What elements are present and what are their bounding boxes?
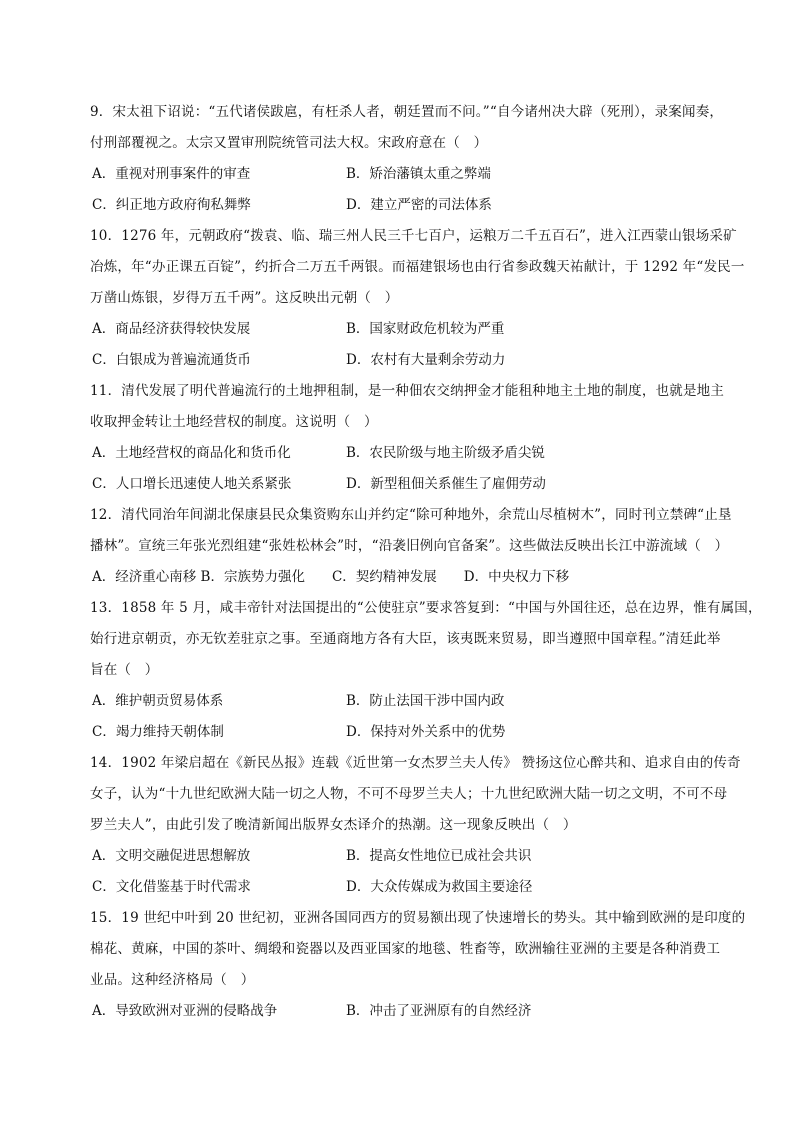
question-text: 收取押金转让土地经营权的制度。这说明（ ） — [90, 414, 378, 430]
option-d[interactable]: D．农村有大量剩余劳动力 — [346, 352, 506, 368]
question-text: 旨在（ ） — [90, 662, 159, 678]
question-15-options — [92, 996, 712, 1027]
question-text: 始行进京朝贡，亦无钦差驻京之事。至通商地方各有大臣，该夷既来贸易，即当遵照中国章程。”清廷此举 — [90, 631, 721, 647]
option-d[interactable]: D．新型租佃关系催生了雇佣劳动 — [346, 476, 546, 492]
question-text: 冶炼，年“办正课五百锭”，约折合二万五千两银。而福建银场也由行省参政魏天祐献计，于 1292 年“发民一 — [90, 259, 745, 275]
option-a[interactable]: A．土地经营权的商品化和货币化 — [92, 445, 291, 461]
question-12-options — [92, 562, 712, 593]
question-text: 女子，认为“十九世纪欧洲大陆一切之人物，不可不母罗兰夫人；十九世纪欧洲大陆一切之文明，不可不母 — [90, 786, 728, 802]
question-text: 罗兰夫人”，由此引发了晚清新闻出版界女杰译介的热潮。这一现象反映出（ ） — [90, 817, 577, 833]
option-b[interactable]: B．农民阶级与地主阶级矛盾尖锐 — [346, 445, 545, 461]
question-11-options — [92, 438, 712, 500]
question-text: 播林”。宣统三年张光烈组建“张姓松林会”时，“沿袭旧例向官备案”。这些做法反映出长江中游流域（ ） — [90, 538, 729, 554]
question-10 — [90, 221, 745, 314]
question-text: 9．宋太祖下诏说：“五代诸侯跋扈，有枉杀人者，朝廷置而不问。”“自今诸州决大辟（死刑），录案闻奏， — [90, 104, 724, 120]
question-14-options — [92, 841, 712, 903]
option-c[interactable]: C．纠正地方政府徇私舞弊 — [92, 197, 251, 213]
question-text: 13．1858 年 5 月，咸丰帝针对法国提出的“公使驻京”要求答复到：“中国与外国往还，总在边界，惟有属国， — [90, 600, 762, 616]
option-a[interactable]: A．导致欧洲对亚洲的侵略战争 — [92, 1003, 278, 1019]
question-12 — [90, 500, 732, 562]
question-text: 10．1276 年，元朝政府“拨袁、临、瑞三州人民三千七百户，运粮万二千五百石”，进入江西蒙山银场采矿 — [90, 228, 737, 244]
question-13-options — [92, 686, 712, 748]
option-b[interactable]: B．提高女性地位已成社会共识 — [346, 848, 532, 864]
option-a[interactable]: A．商品经济获得较快发展 — [92, 321, 251, 337]
option-c[interactable]: C．人口增长迅速使人地关系紧张 — [92, 476, 292, 492]
question-14 — [90, 748, 741, 841]
option-b[interactable]: B．防止法国干涉中国内政 — [346, 693, 505, 709]
question-text: 15．19 世纪中叶到 20 世纪初，亚洲各国同西方的贸易额出现了快速增长的势头。其中输到欧洲的是印度的 — [90, 910, 746, 926]
question-10-options — [92, 314, 712, 376]
question-9-options — [92, 159, 712, 221]
option-a[interactable]: A．重视对刑事案件的审查 — [92, 166, 251, 182]
option-d[interactable]: D．建立严密的司法体系 — [346, 197, 492, 213]
question-text: 付刑部覆视之。太宗又置审刑院统管司法大权。宋政府意在（ ） — [90, 135, 488, 151]
option-b[interactable]: B．矫治藩镇太重之弊端 — [346, 166, 491, 182]
option-d[interactable]: D．保持对外关系中的优势 — [346, 724, 506, 740]
question-text: 业品。这种经济格局（ ） — [90, 972, 255, 988]
question-text: 11．清代发展了明代普遍流行的土地押租制，是一种佃农交纳押金才能租种地主土地的制度，也就是地主 — [90, 383, 725, 399]
question-11 — [90, 376, 725, 438]
option-b[interactable]: B．国家财政危机较为严重 — [346, 321, 505, 337]
option-c[interactable]: C．竭力维持天朝体制 — [92, 724, 224, 740]
option-a[interactable]: A．维护朝贡贸易体系 — [92, 693, 224, 709]
question-text: 12．清代同治年间湖北保康县民众集资购东山并约定“除可种地外，余荒山尽植树木”，同时刊立禁碑“止垦 — [90, 507, 732, 523]
question-13 — [90, 593, 762, 686]
question-15 — [90, 903, 746, 996]
option-c[interactable]: C．文化借鉴基于时代需求 — [92, 879, 251, 895]
option-a[interactable]: A．文明交融促进思想解放 — [92, 848, 251, 864]
question-text: 14．1902 年梁启超在《新民丛报》连载《近世第一女杰罗兰夫人传》 赞扬这位心醉共和、追求自由的传奇 — [90, 755, 741, 771]
question-text: 万凿山炼银，岁得万五千两”。这反映出元朝（ ） — [90, 290, 399, 306]
question-text: 棉花、黄麻，中国的茶叶、绸缎和瓷器以及西亚国家的地毯、牲畜等，欧洲输往亚洲的主要是各种消费工 — [90, 941, 721, 957]
option-d[interactable]: D．大众传媒成为救国主要途径 — [346, 879, 533, 895]
options-inline[interactable]: A．经济重心南移 B．宗族势力强化 C．契约精神发展 D．中央权力下移 — [92, 569, 570, 585]
question-9 — [90, 97, 724, 159]
option-b[interactable]: B．冲击了亚洲原有的自然经济 — [346, 1003, 532, 1019]
option-c[interactable]: C．白银成为普遍流通货币 — [92, 352, 251, 368]
